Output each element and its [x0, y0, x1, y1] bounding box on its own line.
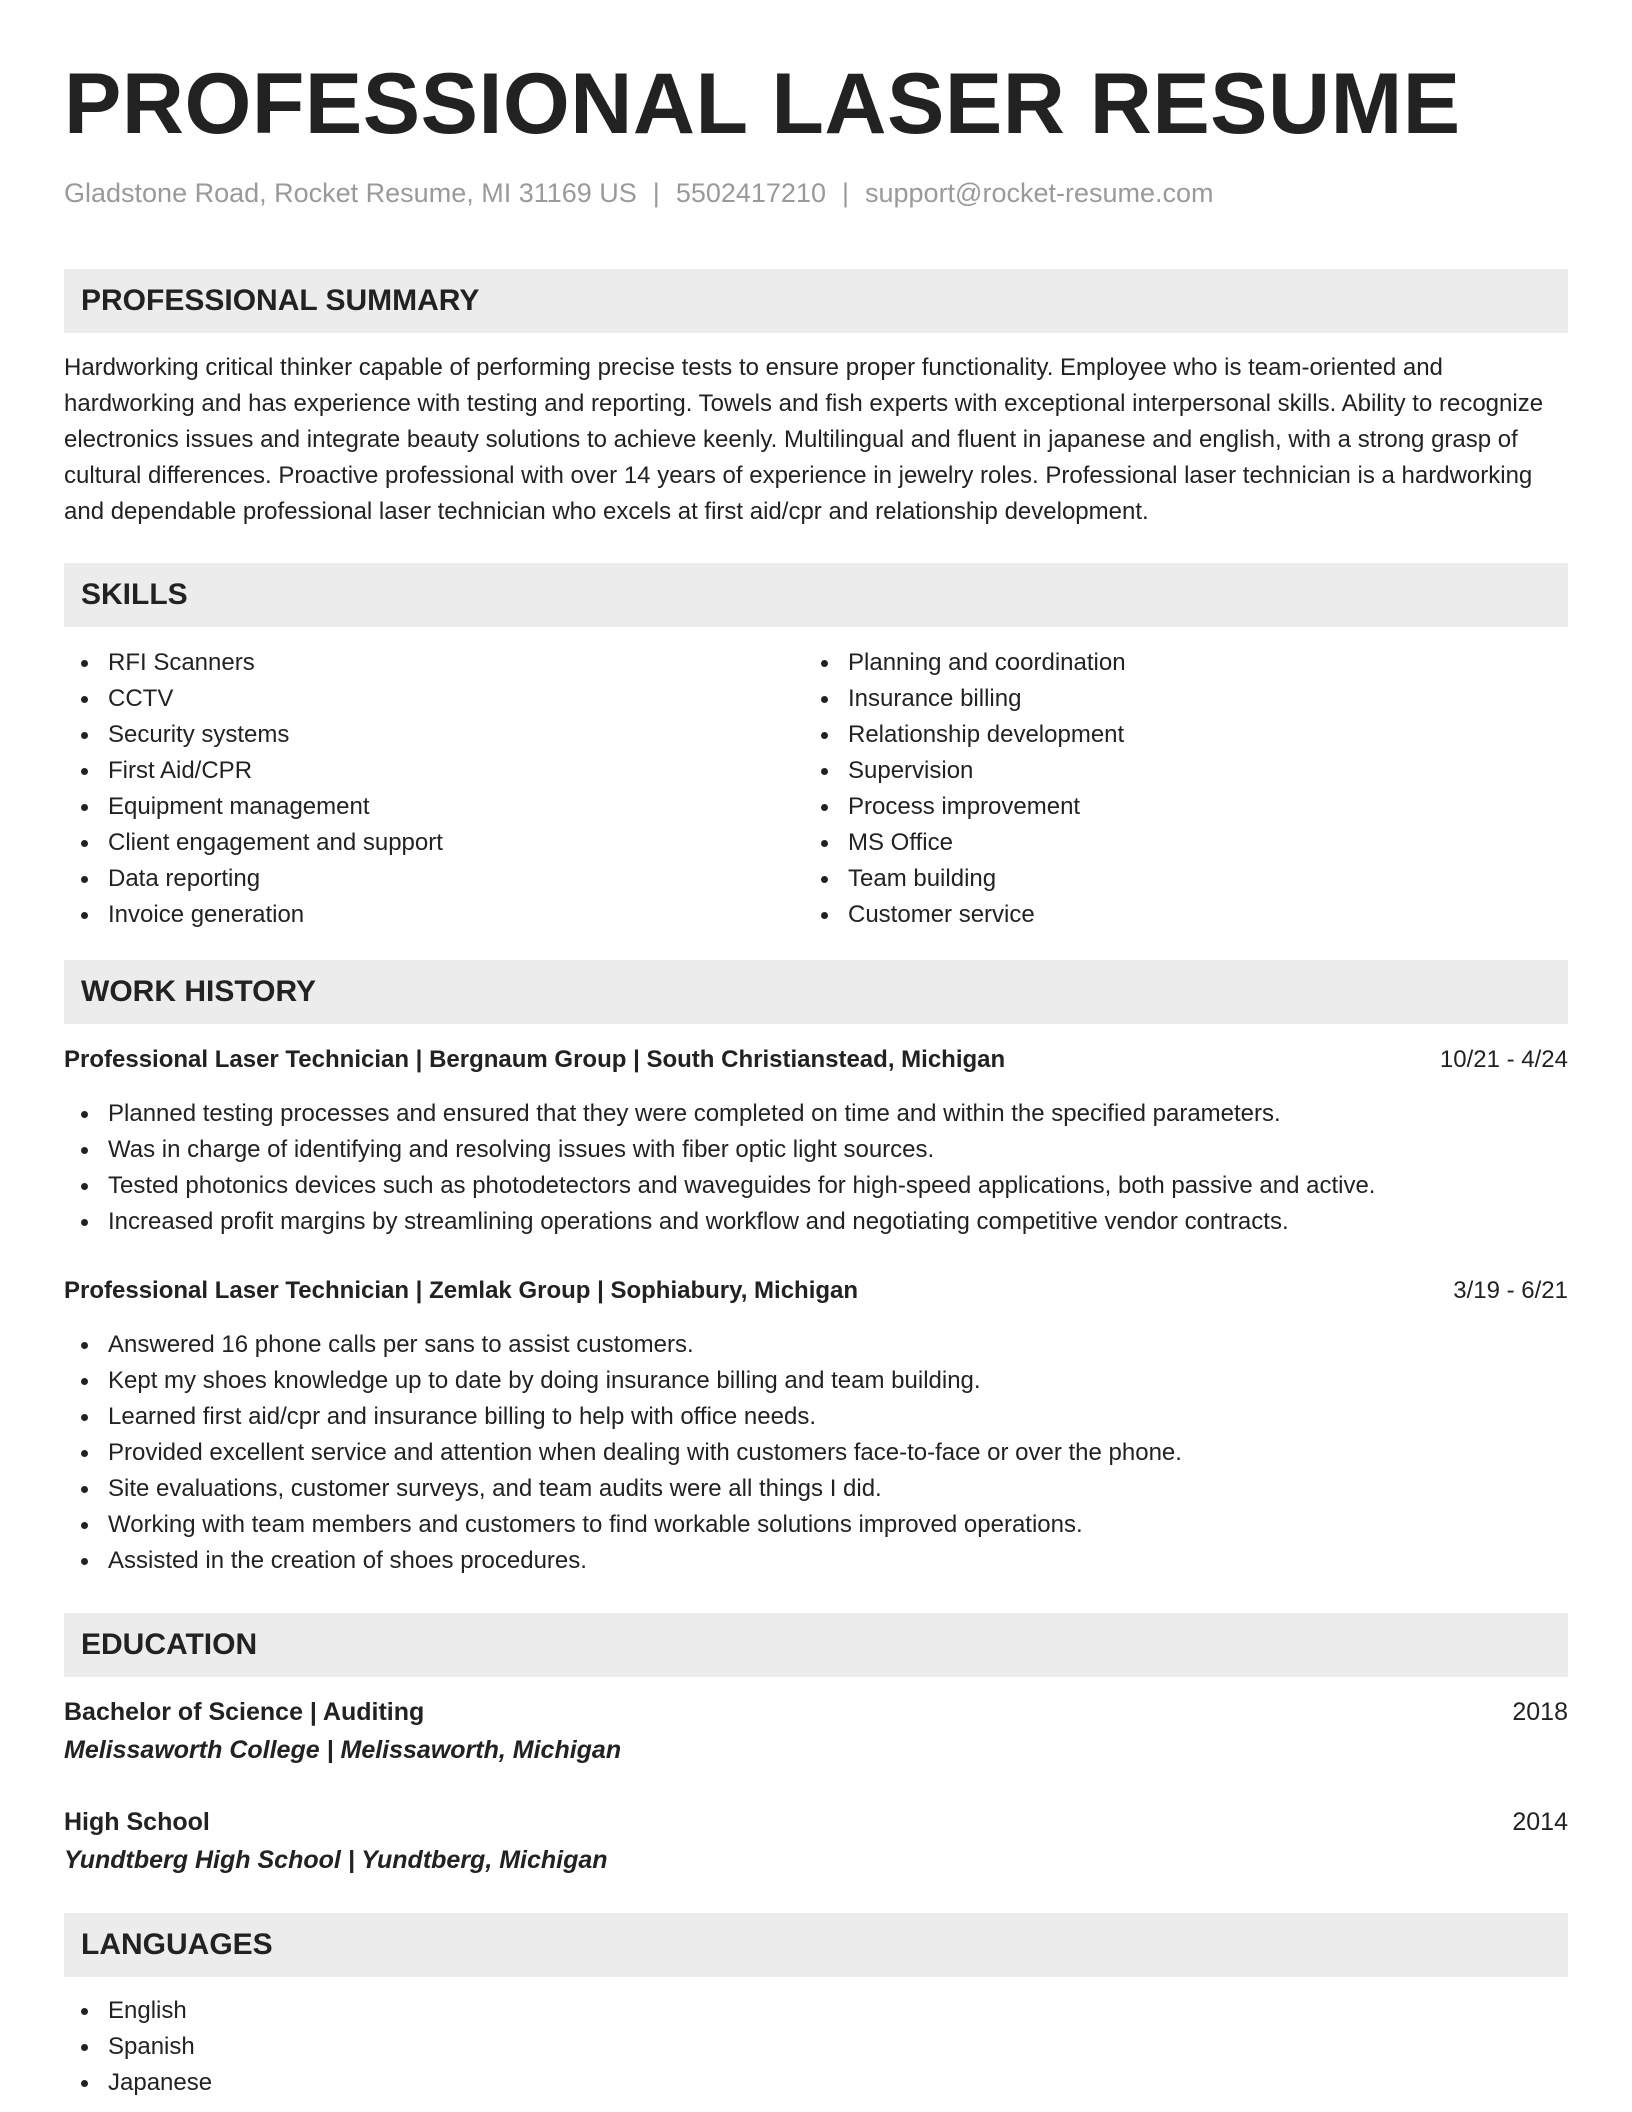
skill-item: Equipment management: [64, 789, 804, 825]
summary-text: Hardworking critical thinker capable of performing precise tests to ensure proper functionality. Employee who is team-oriented and hardworking and has experience with testing and reporting. Towels and fish experts with exceptional interpersonal skills. Ability to recognize electronics issues and integrate beauty solutions to achieve keenly. Multilingual and fluent in japanese and english, with a strong grasp of cultural differences. Proactive professional with over 14 years of experience in jewelry roles. Professional laser technician is a hardworking and dependable professional laser technician who excels at first aid/cpr and relationship development.: [64, 354, 1544, 525]
skills-grid: [64, 645, 1568, 933]
job-bullet: Learned first aid/cpr and insurance billing to help with office needs.: [64, 1399, 1568, 1435]
education-year: 2018: [1512, 1698, 1568, 1726]
skill-item: Team building: [804, 861, 1544, 897]
education-heading: EDUCATION: [64, 1613, 1568, 1677]
contact-address: Gladstone Road, Rocket Resume, MI 31169 US: [64, 178, 637, 208]
job-bullet: Increased profit margins by streamlining operations and workflow and negotiating competitive vendor contracts.: [64, 1204, 1568, 1240]
contact-email[interactable]: support@rocket-resume.com: [865, 178, 1214, 208]
job-title: Professional Laser Technician | Zemlak Group | Sophiabury, Michigan: [64, 1277, 859, 1304]
job-bullet: Assisted in the creation of shoes procedures.: [64, 1543, 1568, 1579]
job-dates: 3/19 - 6/21: [1453, 1277, 1568, 1304]
job-bullet: Site evaluations, customer surveys, and team audits were all things I did.: [64, 1471, 1568, 1507]
skill-item: MS Office: [804, 825, 1544, 861]
job-bullet: Working with team members and customers to find workable solutions improved operations.: [64, 1507, 1568, 1543]
job-bullet: Planned testing processes and ensured that they were completed on time and within the specified parameters.: [64, 1096, 1568, 1132]
education-year: 2014: [1512, 1808, 1568, 1836]
education-header: [64, 1693, 1568, 1731]
education-degree: High School: [64, 1808, 210, 1836]
education-entry: [64, 1803, 1568, 1879]
summary-heading: PROFESSIONAL SUMMARY: [64, 269, 1568, 333]
job-bullet: Tested photonics devices such as photodetectors and waveguides for high-speed applications, both passive and active.: [64, 1168, 1568, 1204]
language-item: Japanese: [64, 2065, 1568, 2101]
language-item: English: [64, 1993, 1568, 2029]
skill-item: RFI Scanners: [64, 645, 804, 681]
education-school: Melissaworth College | Melissaworth, Michigan: [64, 1736, 622, 1764]
skills-right-column: [804, 645, 1544, 933]
job-bullet: Kept my shoes knowledge up to date by doing insurance billing and team building.: [64, 1363, 1568, 1399]
skill-item: Planning and coordination: [804, 645, 1544, 681]
skills-left-column: [64, 645, 804, 933]
job-header: [64, 1042, 1568, 1078]
contact-line: [64, 176, 1568, 210]
job-dates: 10/21 - 4/24: [1439, 1046, 1568, 1073]
skill-item: CCTV: [64, 681, 804, 717]
skill-item: First Aid/CPR: [64, 753, 804, 789]
job-bullets: [64, 1096, 1568, 1240]
job-bullets: [64, 1327, 1568, 1579]
job-title: Professional Laser Technician | Bergnaum Group | South Christianstead, Michigan: [64, 1046, 1006, 1073]
skill-item: Data reporting: [64, 861, 804, 897]
skills-heading: SKILLS: [64, 563, 1568, 627]
skill-item: Customer service: [804, 897, 1544, 933]
skill-item: Process improvement: [804, 789, 1544, 825]
job-bullet: Provided excellent service and attention when dealing with customers face-to-face or over the phone.: [64, 1435, 1568, 1471]
education-header: [64, 1803, 1568, 1841]
job-header: [64, 1273, 1568, 1309]
job-bullet: Was in charge of identifying and resolving issues with fiber optic light sources.: [64, 1132, 1568, 1168]
contact-separator: |: [841, 178, 849, 208]
job-bullet: Answered 16 phone calls per sans to assist customers.: [64, 1327, 1568, 1363]
job-entry: [64, 1042, 1568, 1240]
resume-name: PROFESSIONAL LASER RESUME: [64, 56, 1461, 152]
languages-heading: LANGUAGES: [64, 1913, 1568, 1977]
contact-phone: 5502417210: [675, 178, 826, 208]
skill-item: Security systems: [64, 717, 804, 753]
languages-list: [64, 1993, 1568, 2101]
education-school: Yundtberg High School | Yundtberg, Michigan: [64, 1846, 608, 1874]
skill-item: Supervision: [804, 753, 1544, 789]
skill-item: Relationship development: [804, 717, 1544, 753]
contact-separator: |: [652, 178, 660, 208]
education-degree: Bachelor of Science | Auditing: [64, 1698, 425, 1726]
skill-item: Client engagement and support: [64, 825, 804, 861]
language-item: Spanish: [64, 2029, 1568, 2065]
job-entry: [64, 1273, 1568, 1579]
skill-item: Invoice generation: [64, 897, 804, 933]
skill-item: Insurance billing: [804, 681, 1544, 717]
work-history-heading: WORK HISTORY: [64, 960, 1568, 1024]
education-entry: [64, 1693, 1568, 1769]
